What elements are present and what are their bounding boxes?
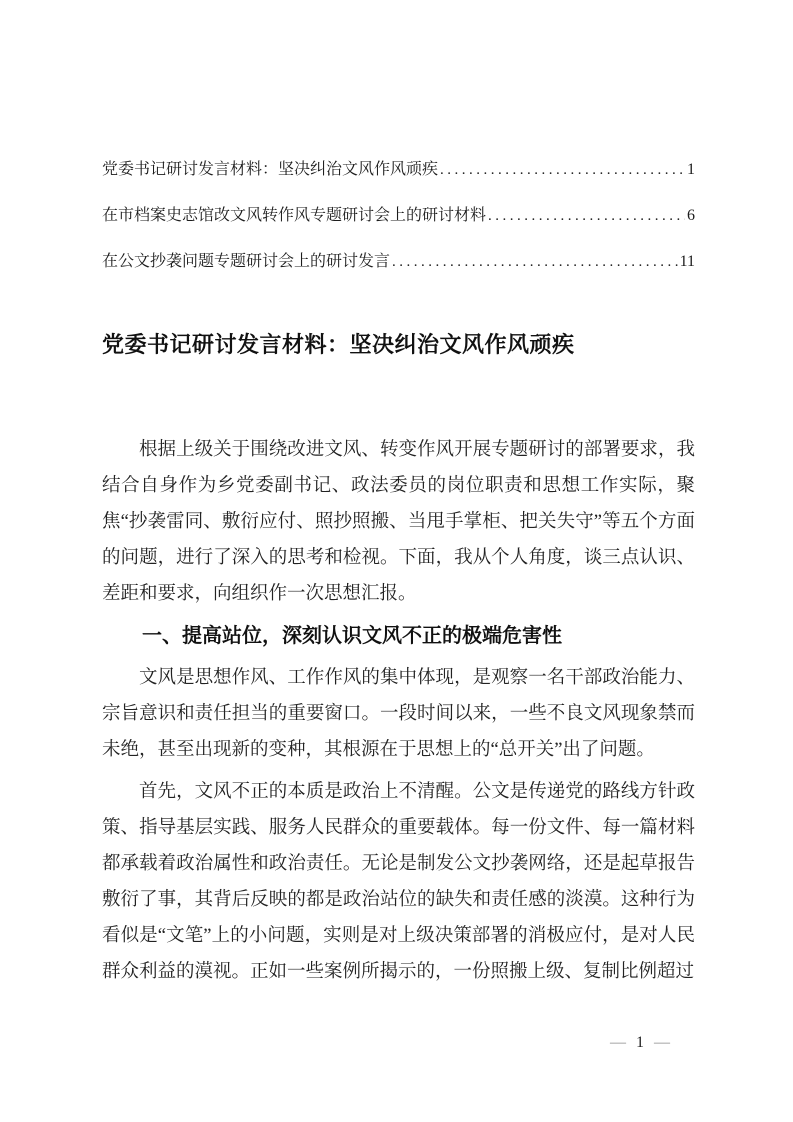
document-body bbox=[102, 432, 695, 990]
toc-dot-leader bbox=[392, 239, 678, 285]
page-number-dash-right: — bbox=[654, 1034, 670, 1051]
page-number-footer bbox=[610, 1031, 695, 1055]
page-number-dash-left: — bbox=[610, 1034, 626, 1051]
toc-dot-leader bbox=[488, 193, 685, 239]
toc-entry bbox=[102, 239, 695, 285]
toc-page-number: 11 bbox=[679, 253, 695, 270]
toc-entry bbox=[102, 193, 695, 239]
toc-entry bbox=[102, 147, 695, 193]
toc-entry-title: 在公文抄袭问题专题研讨会上的研讨发言 bbox=[102, 253, 391, 270]
document-title: 党委书记研讨发言材料：坚决纠治文风作风顽疾 bbox=[102, 332, 575, 357]
toc-page-number: 1 bbox=[687, 161, 695, 178]
toc-entry-title: 党委书记研讨发言材料：坚决纠治文风作风顽疾 bbox=[102, 161, 439, 178]
table-of-contents bbox=[102, 147, 695, 285]
page-number-value: 1 bbox=[636, 1034, 644, 1051]
section-heading: 一、提高站位，深刻认识文风不正的极端危害性 bbox=[142, 625, 562, 647]
paragraph: 文风是思想作风、工作作风的集中体现，是观察一名干部政治能力、宗旨意识和责任担当的重要窗口。一段时间以来，一些不良文风现象禁而未绝，甚至出现新的变种，其根源在于思想上的“总开关”出了问题。 bbox=[102, 668, 695, 760]
paragraph: 首先，文风不正的本质是政治上不清醒。公文是传递党的路线方针政策、指导基层实践、服务人民群众的重要载体。每一份文件、每一篇材料都承载着政治属性和政治责任。无论是制发公文抄袭网络，还是起草报告敷衍了事，其背后反映的都是政治站位的缺失和责任感的淡漠。这种行为看似是“文笔”上的小问题，实则是对上级决策部署的消极应付，是对人民群众利益的漠视。正如一些案例所揭示的，一份照搬上级、复制比例超过 bbox=[102, 782, 695, 982]
toc-page-number: 6 bbox=[687, 207, 695, 224]
page-content bbox=[102, 0, 695, 996]
paragraph: 根据上级关于围绕改进文风、转变作风开展专题研讨的部署要求，我结合自身作为乡党委副书记、政法委员的岗位职责和思想工作实际，聚焦“抄袭雷同、敷衍应付、照抄照搬、当甩手掌柜、把关失守”等五个方面的问题，进行了深入的思考和检视。下面，我从个人角度，谈三点认识、差距和要求，向组织作一次思想汇报。 bbox=[102, 440, 695, 604]
toc-entry-title: 在市档案史志馆改文风转作风专题研讨会上的研讨材料 bbox=[102, 207, 487, 224]
toc-dot-leader bbox=[440, 147, 685, 193]
